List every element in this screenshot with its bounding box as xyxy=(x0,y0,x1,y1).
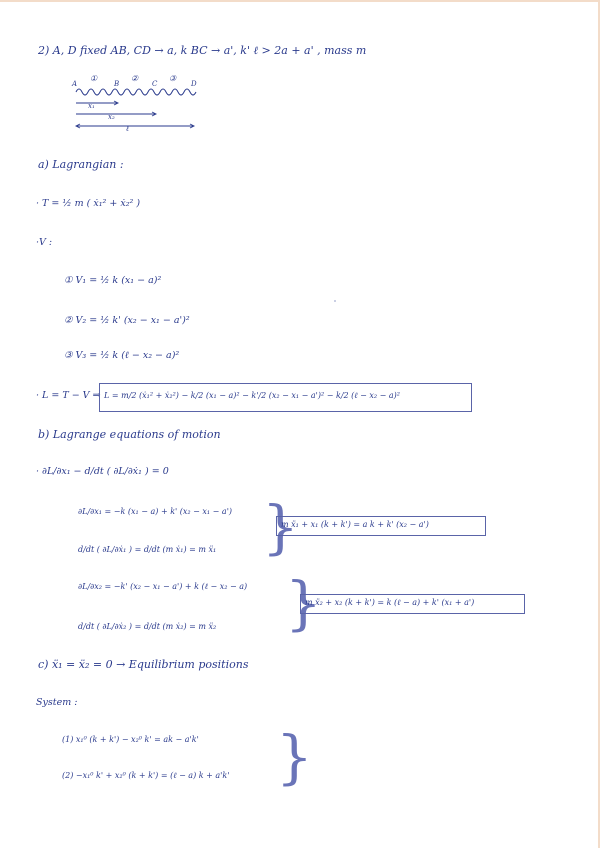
equation-of-motion-1: m ẍ₁ + x₁ (k + k') = a k + k' (x₂ − a') xyxy=(281,520,429,529)
problem-header: 2) A, D fixed AB, CD → a, k BC → a', k' ℓ > 2a + a' , mass m xyxy=(38,44,367,57)
system-label: System : xyxy=(36,697,78,708)
equilibrium-eq-2: (2) −x₁⁰ k' + x₂⁰ (k + k') = (ℓ − a) k + a'k' xyxy=(62,771,230,780)
point-d-label: D xyxy=(191,80,197,88)
equation-of-motion-2: m ẍ₂ + x₂ (k + k') = k (ℓ − a) + k' (x₁ + a') xyxy=(305,598,475,607)
lagrangian-expression: L = m/2 (ẋ₁² + ẋ₂²) − k/2 (x₁ − a)² − k'/2 (x₂ − x₁ − a')² − k/2 (ℓ − x₂ − a)² xyxy=(104,391,400,400)
potential-v2: ② V₂ = ½ k' (x₂ − x₁ − a')² xyxy=(64,315,190,326)
page-edge-top xyxy=(0,0,600,2)
part-a-title: a) Lagrangian : xyxy=(38,158,124,171)
equilibrium-eq-1: (1) x₁⁰ (k + k') − x₂⁰ k' = ak − a'k' xyxy=(62,735,199,744)
x2-label: x₂ xyxy=(108,113,115,121)
euler-lagrange-general: · ∂L/∂x₁ − d/dt ( ∂L/∂ẋ₁ ) = 0 xyxy=(36,466,169,477)
stray-dot xyxy=(334,300,336,302)
part-c-title: c) ẍ₁ = ẍ₂ = 0 → Equilibrium positions xyxy=(38,658,249,671)
point-b-label: B xyxy=(114,80,120,88)
part-b-title: b) Lagrange equations of motion xyxy=(38,428,221,441)
brace-eq2: } xyxy=(285,569,322,637)
ddt-dl-dxdot1: d/dt ( ∂L/∂ẋ₁ ) = d/dt (m ẋ₁) = m ẍ₁ xyxy=(78,545,217,554)
potential-v1: ① V₁ = ½ k (x₁ − a)² xyxy=(64,275,162,286)
potential-v3: ③ V₃ = ½ k (ℓ − x₂ − a)² xyxy=(64,350,180,361)
brace-eq1: } xyxy=(262,493,299,561)
potential-label: ·V : xyxy=(36,237,53,248)
x1-label: x₁ xyxy=(88,102,95,110)
brace-system: } xyxy=(276,723,313,791)
spring-1-label: ① xyxy=(90,74,98,83)
spring-2-label: ② xyxy=(131,74,139,83)
lagrangian-prefix: · L = T − V ⇒ xyxy=(36,390,101,401)
dl-dx1: ∂L/∂x₁ = −k (x₁ − a) + k' (x₂ − x₁ − a') xyxy=(78,507,233,516)
dl-dx2: ∂L/∂x₂ = −k' (x₂ − x₁ − a') + k (ℓ − x₂ − a) xyxy=(78,582,248,591)
spring-diagram xyxy=(74,86,199,136)
spring-3-label: ③ xyxy=(169,74,177,83)
kinetic-energy: · T = ½ m ( ẋ₁² + ẋ₂² ) xyxy=(36,198,141,209)
spring-coil xyxy=(76,89,196,95)
l-label: ℓ xyxy=(126,125,129,133)
ddt-dl-dxdot2: d/dt ( ∂L/∂ẋ₂ ) = d/dt (m ẋ₂) = m ẍ₂ xyxy=(78,622,217,631)
point-a-label: A xyxy=(72,80,78,88)
point-c-label: C xyxy=(152,80,158,88)
